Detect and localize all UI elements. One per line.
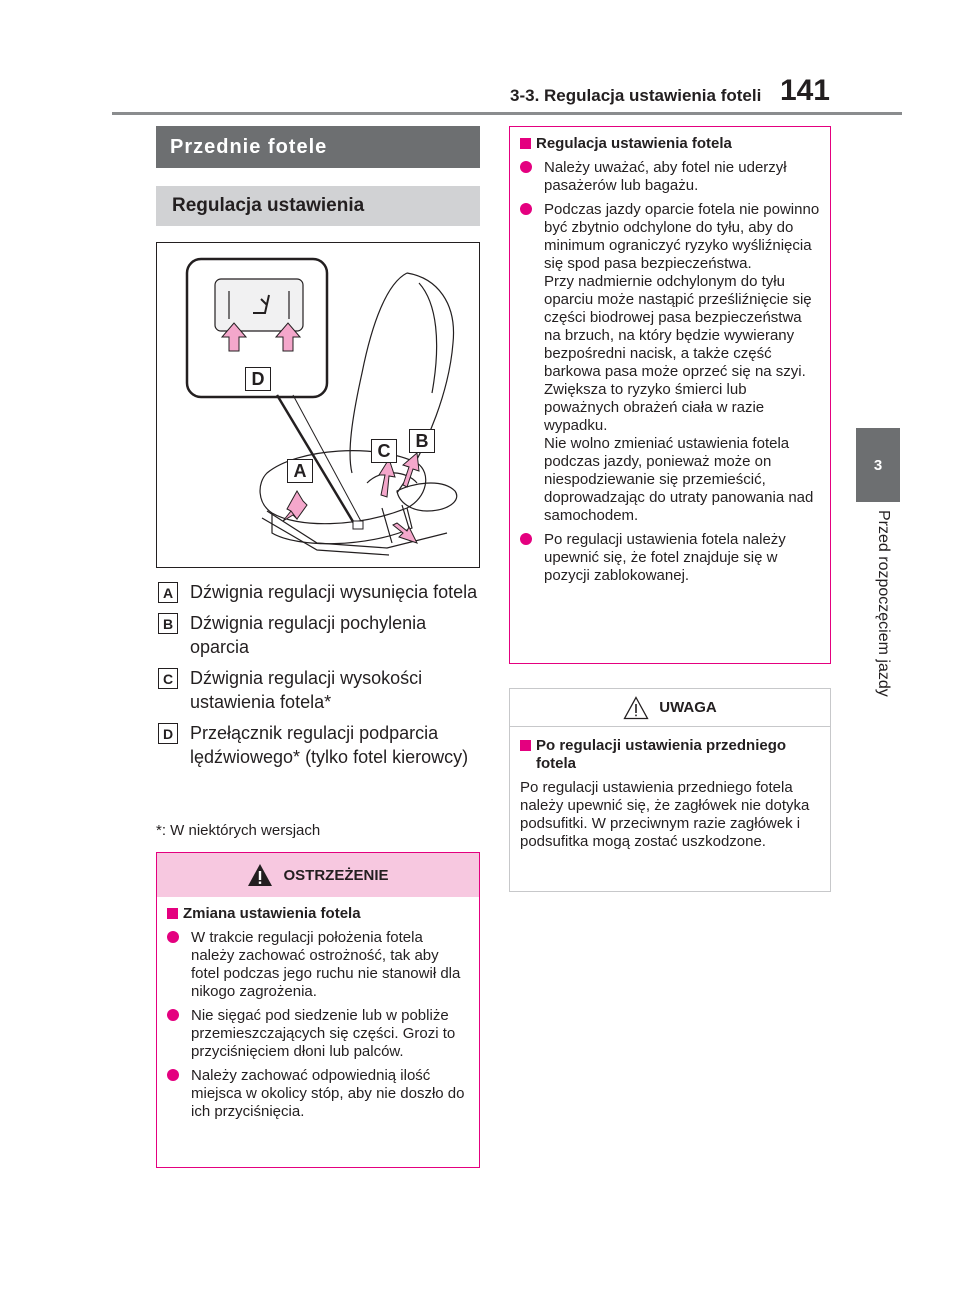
footnote: *: W niektórych wersjach xyxy=(156,822,321,839)
legend-item-a xyxy=(156,580,480,604)
notice-header xyxy=(510,689,830,727)
warning-item-text: Należy zachować odpowiednią ilość miejsca w okolicy stóp, aby nie doszło do ich przyciśnięcia. xyxy=(191,1067,465,1120)
warning-body xyxy=(157,897,479,1121)
callout-b: B xyxy=(409,429,435,453)
warning-continued-item-text: Podczas jazdy oparcie fotela nie powinno być zbytnio odchylone do tyłu, aby do minimum ograniczyć ryzyko wyśliźnięcia się spod pasa bezpieczeństwa. Przy nadmiernie odchylonym do tyłu oparciu może nastąpić prześliźnięcie się części biodrowej pasa bezpieczeństwa na brzuch, na który będzie wywierany bezpośredni nacisk, a także część barkowa pasa może oprzeć się na szyi. Zwiększa to ryzyko śmierci lub poważnych obrażeń ciała w razie wypadku. Nie wolno zmieniać ustawienia fotela podczas jazdy, ponieważ może on niespodziewanie się przemieścić, doprowadzając do utraty panowania nad samochodem. xyxy=(544,201,820,524)
section-reference: 3-3. Regulacja ustawienia foteli xyxy=(510,86,762,105)
legend-text: Dźwignia regulacji wysunięcia fotela xyxy=(190,582,478,602)
seat-illustration xyxy=(156,242,480,568)
figure-legend xyxy=(156,580,480,776)
dot-bullet-icon xyxy=(167,1009,179,1021)
warning-continued-body xyxy=(510,127,830,585)
warning-item xyxy=(167,1007,469,1061)
warning-heading-text: Zmiana ustawienia fotela xyxy=(183,905,361,922)
warning-continued-box xyxy=(509,126,831,664)
warning-item-text: Nie sięgać pod siedzenie lub w pobliże przemieszczających się części. Grozi to przyciśnięciem dłoni lub palców. xyxy=(191,1007,456,1060)
warning-continued-item xyxy=(520,531,820,585)
square-bullet-icon xyxy=(520,138,531,149)
notice-text: Po regulacji ustawienia przedniego fotela należy upewnić się, że zagłówek nie dotyka podsufitki. W przeciwnym razie zagłówek i podsufitka mogą zostać uszkodzone. xyxy=(520,779,810,850)
header-rule xyxy=(112,112,902,115)
legend-text: Dźwignia regulacji pochylenia oparcia xyxy=(190,613,427,657)
legend-key: D xyxy=(158,723,178,744)
warning-item xyxy=(167,1067,469,1121)
warning-continued-item xyxy=(520,201,820,525)
notice-title: UWAGA xyxy=(659,699,717,716)
seat-drawing xyxy=(157,243,479,567)
warning-continued-item xyxy=(520,159,820,195)
page-number: 141 xyxy=(779,74,830,107)
dot-bullet-icon xyxy=(520,203,532,215)
notice-heading-text: Po regulacji ustawienia przedniego fotela xyxy=(536,737,787,772)
warning-triangle-icon xyxy=(247,863,273,887)
warning-title: OSTRZEŻENIE xyxy=(283,866,389,884)
legend-key: B xyxy=(158,613,178,634)
callout-a: A xyxy=(287,459,313,483)
callout-c: C xyxy=(371,439,397,463)
dot-bullet-icon xyxy=(167,931,179,943)
warning-header xyxy=(157,853,479,897)
dot-bullet-icon xyxy=(167,1069,179,1081)
notice-box xyxy=(509,688,831,892)
warning-box xyxy=(156,852,480,1168)
chapter-tab: 3 xyxy=(856,428,900,502)
legend-key: C xyxy=(158,668,178,689)
notice-heading xyxy=(520,737,820,773)
legend-text: Przełącznik regulacji podparcia lędźwiowego* (tylko fotel kierowcy) xyxy=(190,723,469,767)
square-bullet-icon xyxy=(520,740,531,751)
legend-item-c xyxy=(156,666,480,714)
warning-heading xyxy=(167,905,469,923)
dot-bullet-icon xyxy=(520,161,532,173)
section-title: Przednie fotele xyxy=(156,126,480,168)
legend-item-b xyxy=(156,611,480,659)
warning-continued-item-text: Po regulacji ustawienia fotela należy upewnić się, że fotel znajduje się w pozycji zablokowanej. xyxy=(544,531,786,584)
square-bullet-icon xyxy=(167,908,178,919)
legend-item-d xyxy=(156,721,480,769)
warning-item xyxy=(167,929,469,1001)
warning-continued-item-text: Należy uważać, aby fotel nie uderzył pasażerów lub bagażu. xyxy=(544,159,787,194)
chapter-label: Przed rozpoczęciem jazdy xyxy=(875,510,892,697)
callout-d: D xyxy=(245,367,271,391)
warning-item-text: W trakcie regulacji położenia fotela należy zachować ostrożność, tak aby fotel podczas jego ruchu nie stanowił dla nikogo zagrożenia. xyxy=(191,929,461,1000)
warning-continued-heading-text: Regulacja ustawienia fotela xyxy=(536,135,732,152)
warning-continued-heading xyxy=(520,135,820,153)
dot-bullet-icon xyxy=(520,533,532,545)
legend-key: A xyxy=(158,582,178,603)
caution-triangle-icon xyxy=(623,696,649,720)
notice-body xyxy=(510,727,830,851)
legend-text: Dźwignia regulacji wysokości ustawienia fotela* xyxy=(190,668,423,712)
subsection-title: Regulacja ustawienia xyxy=(156,186,480,226)
